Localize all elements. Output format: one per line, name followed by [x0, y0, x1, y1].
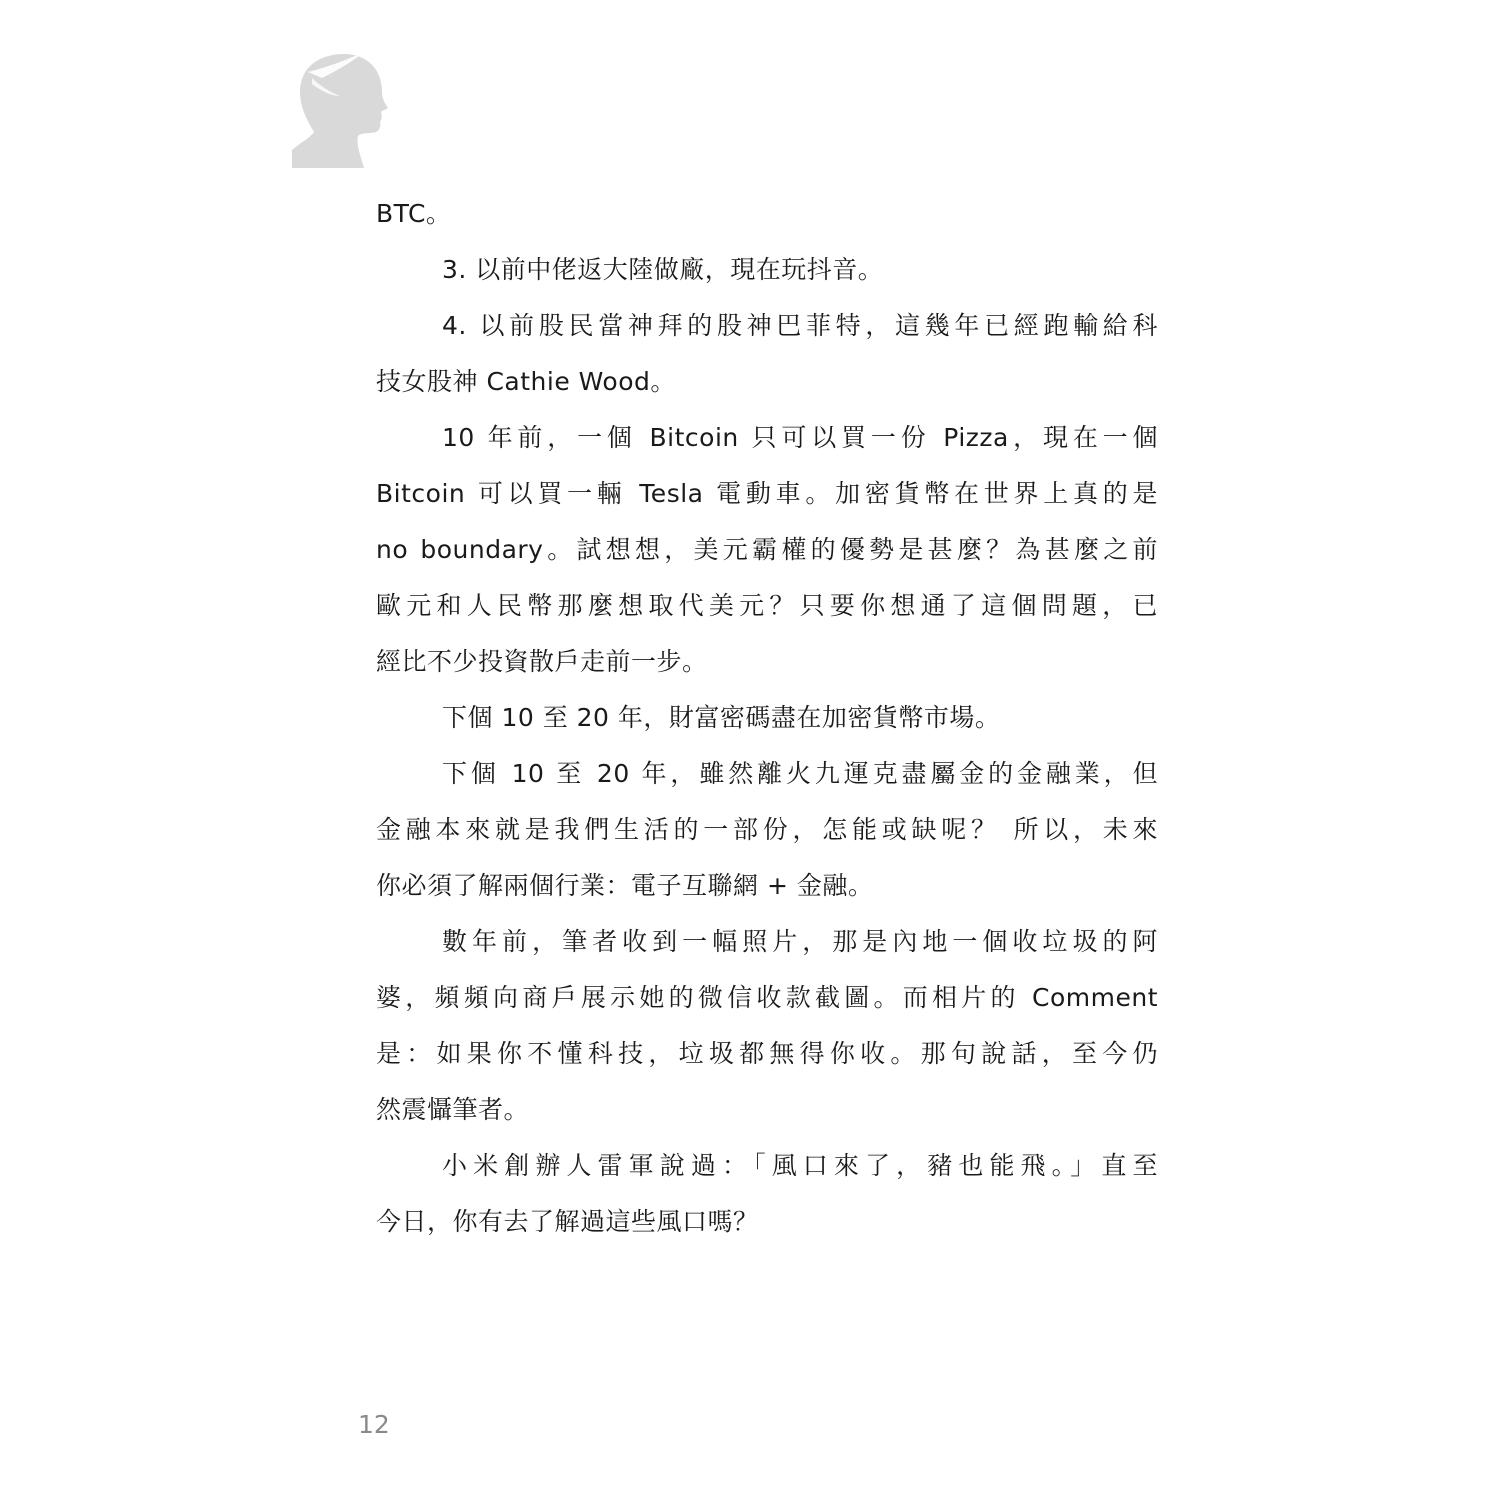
- text-line: 下個 10 至 20 年，財富密碼盡在加密貨幣市場。: [442, 703, 1001, 732]
- head-silhouette-icon: [290, 48, 390, 168]
- text-line: 是：如果你不懂科技，垃圾都無得你收。那句說話，至今仍: [376, 1039, 1158, 1068]
- text-line: 4. 以前股民當神拜的股神巴菲特，這幾年已經跑輸給科: [442, 311, 1158, 340]
- text-line: 技女股神 Cathie Wood。: [376, 367, 676, 396]
- body-text: [376, 186, 1158, 1250]
- text-line: no boundary。試想想，美元霸權的優勢是甚麼？為甚麼之前: [376, 535, 1158, 564]
- text-line: 今日，你有去了解過這些風口嗎？: [376, 1207, 759, 1236]
- text-line: 下個 10 至 20 年，雖然離火九運克盡屬金的金融業，但: [442, 759, 1158, 788]
- text-line: 歐元和人民幣那麼想取代美元？只要你想通了這個問題，已: [376, 591, 1158, 620]
- text-line: Bitcoin 可以買一輛 Tesla 電動車。加密貨幣在世界上真的是: [376, 479, 1158, 508]
- text-line: 金融本來就是我們生活的一部份，怎能或缺呢？ 所以，未來: [376, 815, 1158, 844]
- text-line: 10 年前，一個 Bitcoin 只可以買一份 Pizza，現在一個: [442, 423, 1158, 452]
- text-line: 數年前，筆者收到一幅照片，那是內地一個收垃圾的阿: [442, 927, 1158, 956]
- text-line: BTC。: [376, 199, 452, 228]
- page-number: 12: [358, 1410, 390, 1439]
- text-line: 然震懾筆者。: [376, 1095, 530, 1124]
- text-line: 小米創辦人雷軍說過：「風口來了，豬也能飛。」直至: [442, 1151, 1158, 1180]
- text-line: 婆，頻頻向商戶展示她的微信收款截圖。而相片的 Comment: [376, 983, 1158, 1012]
- text-line: 3. 以前中佬返大陸做廠，現在玩抖音。: [442, 255, 884, 284]
- text-line: 你必須了解兩個行業：電子互聯網 + 金融。: [376, 871, 874, 900]
- text-line: 經比不少投資散戶走前一步。: [376, 647, 708, 676]
